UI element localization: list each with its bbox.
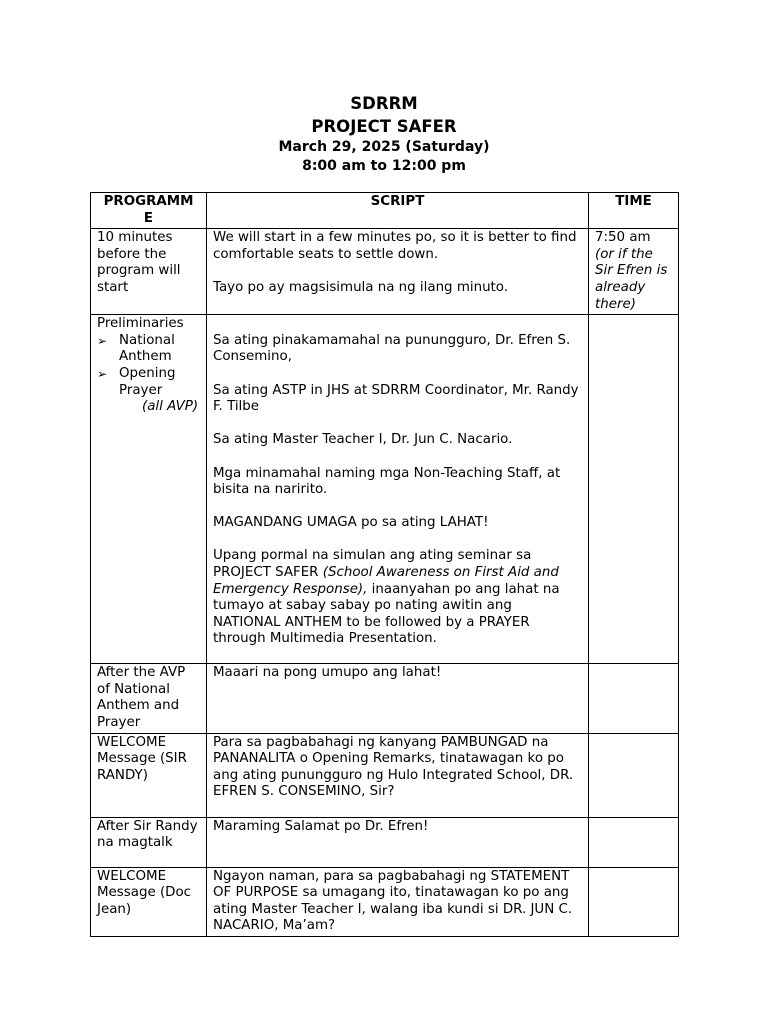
time-cell (589, 664, 679, 733)
script-cell: Maraming Salamat po Dr. Efren! (207, 817, 589, 867)
script-text: Upang pormal na simulan ang ating seminar sa PROJECT SAFER (213, 548, 532, 581)
arrow-bullet-icon: ➢ (97, 366, 108, 381)
script-paragraph: Sa ating ASTP in JHS at SDRRM Coordinator, Mr. Randy F. Tilbe (213, 382, 579, 415)
programme-cell: After the AVP of National Anthem and Prayer (91, 664, 207, 733)
time-cell (589, 229, 679, 315)
table-header-row (91, 193, 679, 229)
time-note: (or if the Sir Efren is already there) (595, 246, 668, 312)
script-header: SCRIPT (207, 193, 589, 229)
event-date: March 29, 2025 (Saturday) (278, 139, 490, 155)
time-cell (589, 315, 679, 664)
event-time: 8:00 am to 12:00 pm (302, 158, 466, 174)
programme-bullet-list (97, 333, 200, 399)
programme-header: PROGRAMME (91, 193, 207, 229)
programme-title: Preliminaries (97, 316, 184, 332)
script-cell: Ngayon naman, para sa pagbabahagi ng STATEMENT OF PURPOSE sa umagang ito, tinatawagan ko po ang ating Master Teacher I, walang iba kundi si DR. JUN C. NACARIO, Ma’am? (207, 867, 589, 936)
script-cell: Maaari na pong umupo ang lahat! (207, 664, 589, 733)
time-value: 7:50 am (595, 230, 651, 246)
programme-cell (91, 315, 207, 664)
list-item (97, 366, 200, 399)
arrow-bullet-icon: ➢ (97, 333, 108, 348)
table-row (91, 817, 679, 867)
script-cell: Para sa pagbabahagi ng kanyang PAMBUNGAD na PANANALITA o Opening Remarks, tinatawagan ko po ang ating punungguro ng Hulo Integrated School, DR. EFREN S. CONSEMINO, Sir? (207, 733, 589, 817)
table-row (91, 229, 679, 315)
table-row (91, 315, 679, 664)
programme-cell: WELCOME Message (Doc Jean) (91, 867, 207, 936)
script-paragraph: We will start in a few minutes po, so it is better to find comfortable seats to settle down. (213, 230, 577, 262)
time-cell (589, 733, 679, 817)
bullet-note: (all AVP) (142, 399, 199, 415)
script-italic-text: (School Awareness on First Aid and Emergency Response), (213, 565, 559, 597)
program-script-table (90, 192, 679, 937)
script-paragraph: Sa ating pinakamamahal na punungguro, Dr. Efren S. Consemino, (213, 332, 571, 365)
script-paragraph: Tayo po ay magsisimula na ng ilang minuto. (213, 279, 509, 295)
bullet-label: National Anthem (119, 332, 175, 365)
title-line-2: PROJECT SAFER (311, 117, 457, 136)
title-line-1: SDRRM (350, 94, 418, 113)
time-cell (589, 817, 679, 867)
table-row (91, 733, 679, 817)
programme-cell: After Sir Randy na magtalk (91, 817, 207, 867)
script-paragraph: Mga minamahal naming mga Non-Teaching Staff, at bisita na naririto. (213, 465, 561, 498)
time-header: TIME (589, 193, 679, 229)
script-text: inaanyahan po ang lahat na tumayo at sabay sabay po nating awitin ang NATIONAL ANTHEM to be followed by a PRAYER through Multimedia Presentation. (213, 581, 560, 647)
table-row (91, 664, 679, 733)
table-row (91, 867, 679, 936)
script-cell (207, 229, 589, 315)
script-cell (207, 315, 589, 664)
script-paragraph: Sa ating Master Teacher I, Dr. Jun C. Nacario. (213, 432, 513, 448)
list-item (97, 333, 200, 366)
programme-cell: 10 minutes before the program will start (91, 229, 207, 315)
script-paragraph: MAGANDANG UMAGA po sa ating LAHAT! (213, 515, 489, 531)
bullet-label: Opening Prayer (119, 365, 176, 398)
script-paragraph (213, 548, 582, 648)
document-header (0, 92, 768, 176)
time-cell (589, 867, 679, 936)
programme-cell: WELCOME Message (SIR RANDY) (91, 733, 207, 817)
